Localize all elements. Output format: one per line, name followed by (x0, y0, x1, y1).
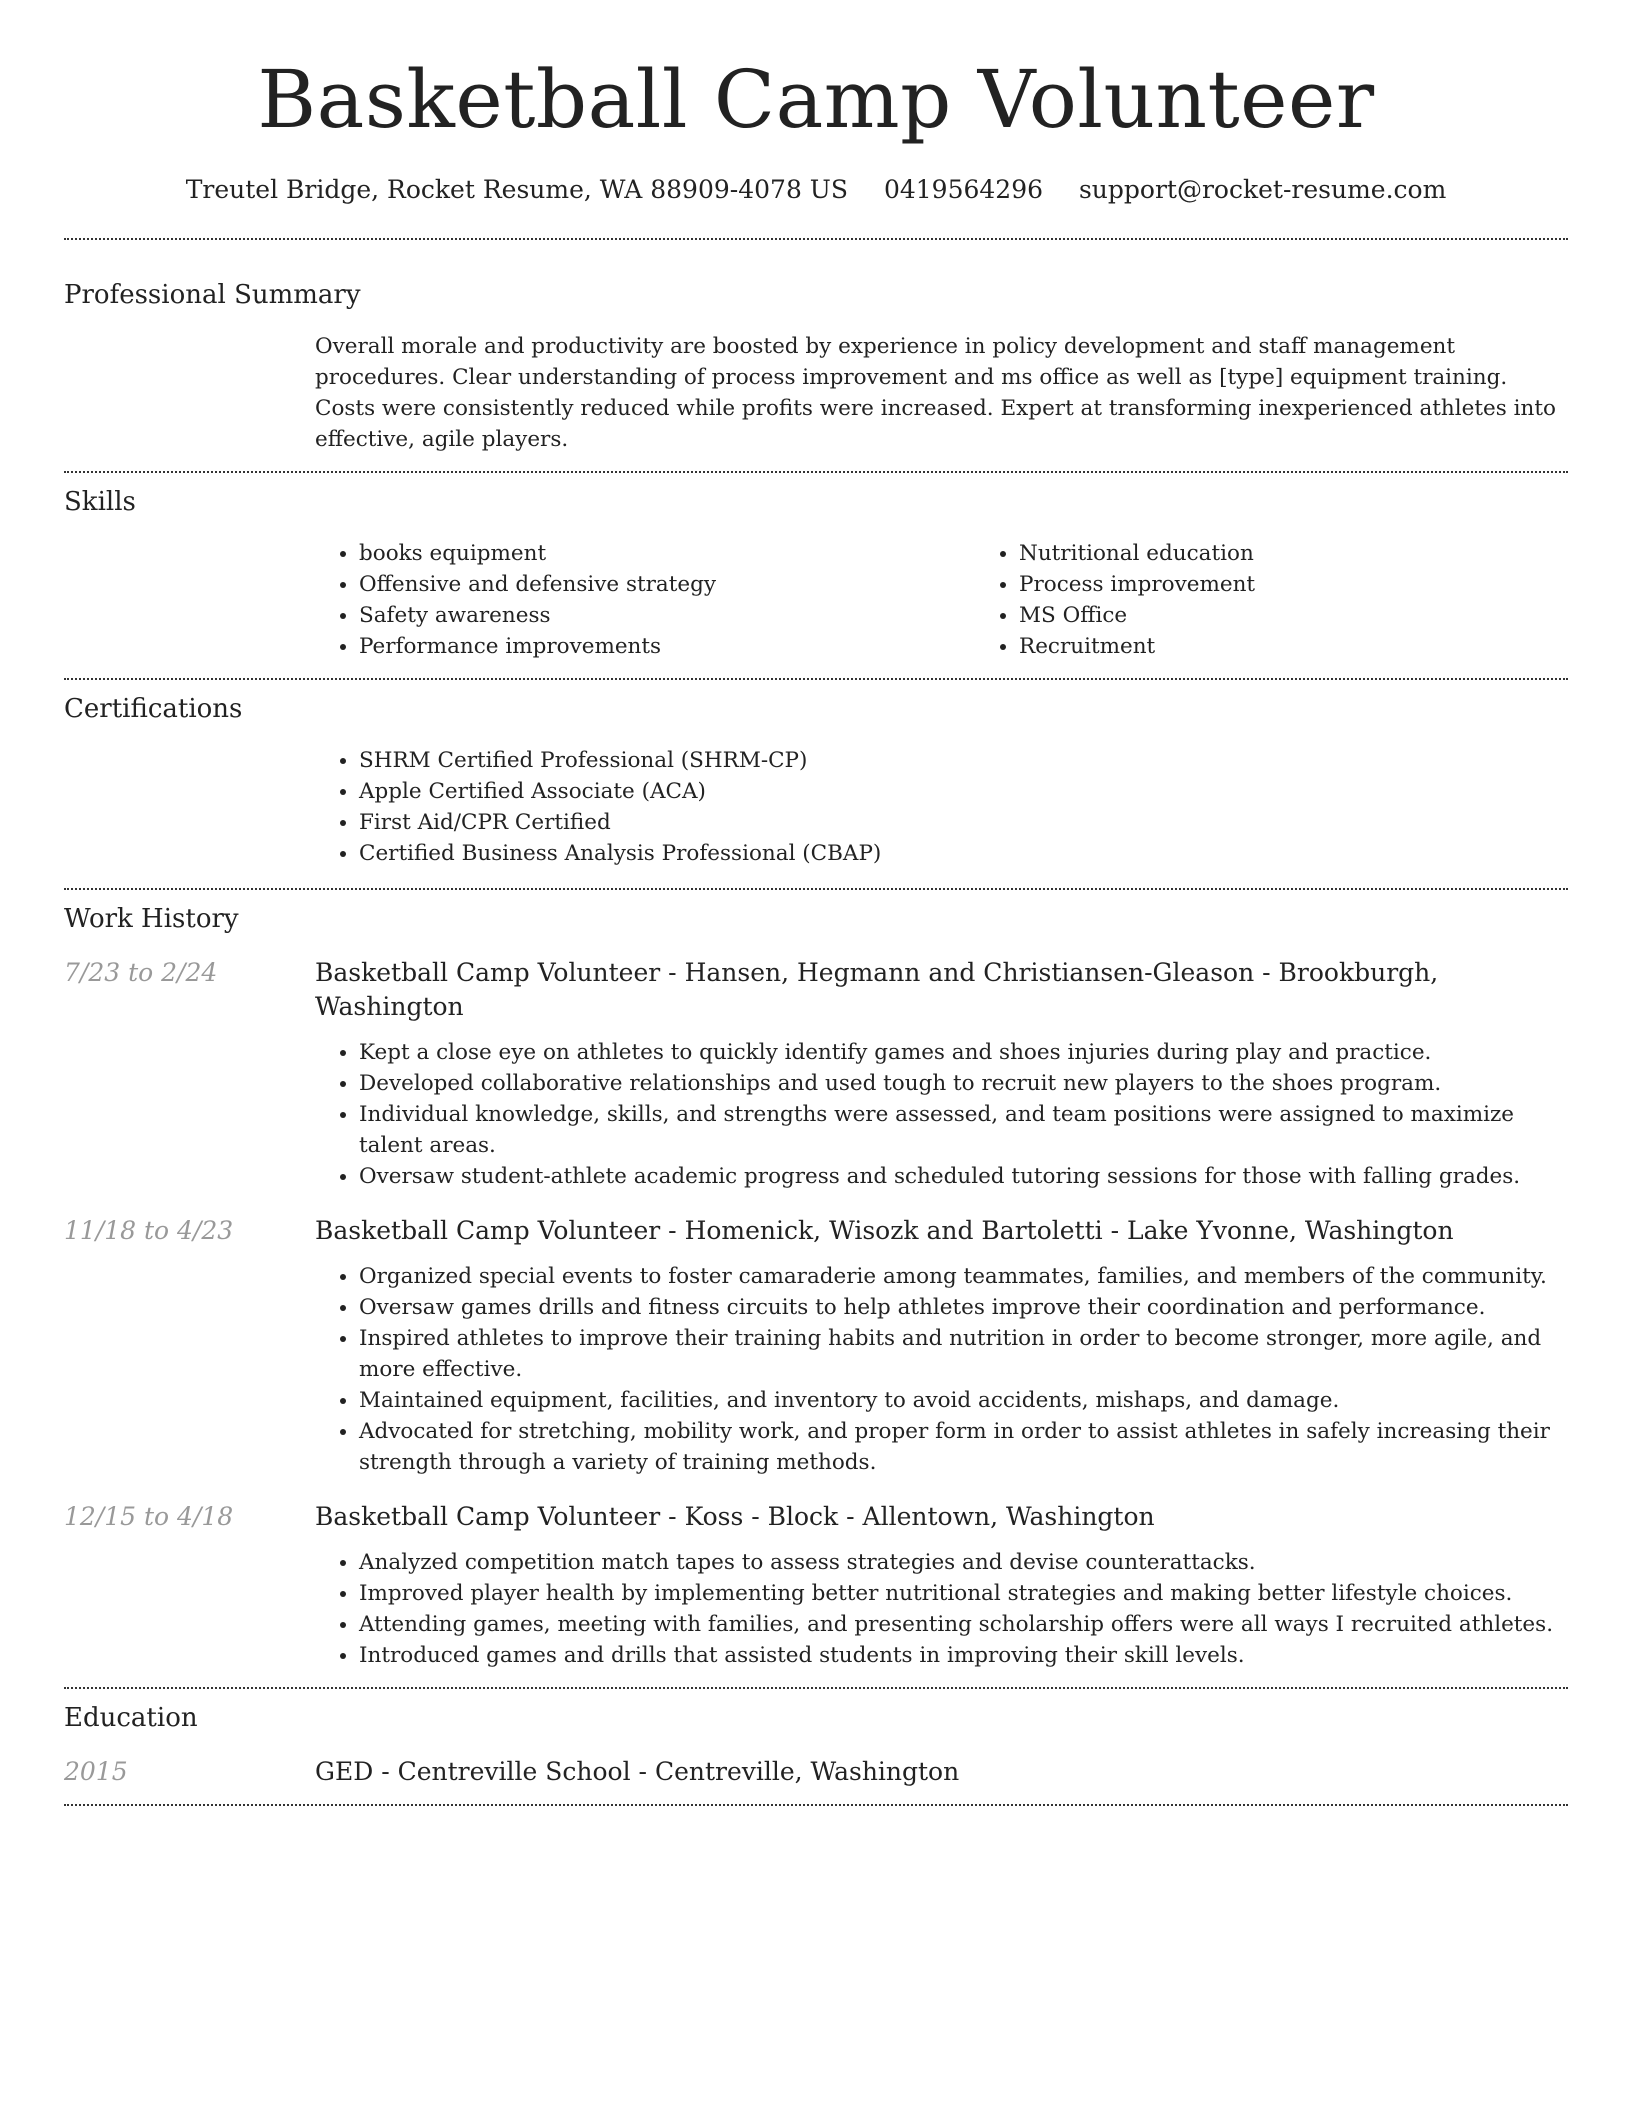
certifications-spacer (64, 745, 315, 869)
skills-row (64, 538, 1568, 662)
summary-divider (64, 471, 1568, 473)
certification-item: • Apple Certified Associate (ACA) (359, 776, 1568, 807)
job-bullet: • Oversaw student-athlete academic progress and scheduled tutoring sessions for those with falling grades. (359, 1161, 1568, 1192)
job-bullet: • Introduced games and drills that assisted students in improving their skill levels. (359, 1640, 1568, 1671)
job-bullet: • Attending games, meeting with families, and presenting scholarship offers were all ways I recruited athletes. (359, 1609, 1568, 1640)
job-title: Basketball Camp Volunteer - Koss - Block - Allentown, Washington (315, 1502, 1155, 1531)
job-details (315, 1214, 1568, 1478)
candidate-name: Basketball Camp Volunteer (257, 53, 1375, 146)
job-bullet: • Kept a close eye on athletes to quickly identify games and shoes injuries during play and practice. (359, 1037, 1568, 1068)
education-title: Education (64, 1703, 198, 1733)
job-bullets (315, 1261, 1568, 1478)
certifications-title: Certifications (64, 694, 243, 724)
job-bullet: • Maintained equipment, facilities, and inventory to avoid accidents, mishaps, and damage. (359, 1385, 1568, 1416)
job-dates: 7/23 to 2/24 (64, 958, 218, 987)
education-year: 2015 (64, 1757, 128, 1786)
work-section (64, 902, 1568, 1671)
summary-title: Professional Summary (64, 280, 361, 310)
education-degree: GED - Centreville School - Centreville, Washington (315, 1757, 960, 1786)
job-details (315, 1500, 1568, 1671)
skills-section (64, 485, 1568, 662)
email: support@rocket-resume.com (1078, 175, 1447, 204)
certification-item: • Certified Business Analysis Professional (CBAP) (359, 838, 1568, 869)
job-bullet: • Developed collaborative relationships and used tough to recruit new players to the shoes program. (359, 1068, 1568, 1099)
skill-item: • Nutritional education (1019, 538, 1632, 569)
job-bullet: • Organized special events to foster camaraderie among teammates, families, and members of the community. (359, 1261, 1568, 1292)
job-bullet: • Individual knowledge, skills, and strengths were assessed, and team positions were assigned to maximize talent areas. (359, 1099, 1568, 1161)
work-title: Work History (64, 904, 239, 934)
job-bullet: • Improved player health by implementing better nutritional strategies and making better lifestyle choices. (359, 1578, 1568, 1609)
skills-list-right (975, 538, 1632, 662)
job-dates: 12/15 to 4/18 (64, 1502, 234, 1531)
job-bullets (315, 1547, 1568, 1671)
job-bullets (315, 1037, 1568, 1192)
certifications-list (315, 745, 1568, 869)
summary-section (64, 278, 1568, 455)
summary-spacer (64, 331, 315, 455)
address: Treutel Bridge, Rocket Resume, WA 88909-4078 US (185, 175, 848, 204)
header-divider (64, 238, 1568, 240)
skill-item: • Performance improvements (359, 631, 975, 662)
job-bullet: • Analyzed competition match tapes to assess strategies and devise counterattacks. (359, 1547, 1568, 1578)
work-divider (64, 1687, 1568, 1689)
skill-item: • Safety awareness (359, 600, 975, 631)
certification-item: • SHRM Certified Professional (SHRM-CP) (359, 745, 1568, 776)
skills-spacer (64, 538, 315, 662)
skills-divider (64, 678, 1568, 680)
skill-item: • Process improvement (1019, 569, 1632, 600)
skill-item: • books equipment (359, 538, 975, 569)
job-details (315, 956, 1568, 1192)
contact-line (64, 172, 1568, 208)
phone: 0419564296 (883, 175, 1044, 204)
job-entry (64, 1500, 1568, 1671)
summary-text: Overall morale and productivity are boosted by experience in policy development and staff management procedures. Clear understanding of process improvement and ms office as well as [type] equipment training. Costs were consistently reduced while profits were increased. Expert at transforming inexperienced athletes into effective, agile players. (315, 334, 1556, 452)
summary-row (64, 331, 1568, 455)
certifications-row (64, 745, 1568, 869)
skills-title: Skills (64, 487, 136, 517)
certification-item: • First Aid/CPR Certified (359, 807, 1568, 838)
skills-grid (315, 538, 1632, 662)
skills-list-left (315, 538, 975, 662)
job-entry (64, 956, 1568, 1192)
education-details (315, 1755, 1568, 1789)
certifications-section (64, 692, 1568, 869)
job-title: Basketball Camp Volunteer - Hansen, Hegmann and Christiansen-Gleason - Brookburgh, Washington (315, 958, 1439, 1021)
job-title: Basketball Camp Volunteer - Homenick, Wisozk and Bartoletti - Lake Yvonne, Washington (315, 1216, 1454, 1245)
certifications-list-wrap (315, 745, 1568, 869)
skill-item: • Recruitment (1019, 631, 1632, 662)
skill-item: • Offensive and defensive strategy (359, 569, 975, 600)
education-entry (64, 1755, 1568, 1789)
job-entry (64, 1214, 1568, 1478)
job-dates: 11/18 to 4/23 (64, 1216, 234, 1245)
job-bullet: • Oversaw games drills and fitness circuits to help athletes improve their coordination and performance. (359, 1292, 1568, 1323)
certifications-divider (64, 888, 1568, 890)
skill-item: • MS Office (1019, 600, 1632, 631)
job-bullet: • Advocated for stretching, mobility work, and proper form in order to assist athletes in safely increasing their strength through a variety of training methods. (359, 1416, 1568, 1478)
job-bullet: • Inspired athletes to improve their training habits and nutrition in order to become stronger, more agile, and more effective. (359, 1323, 1568, 1385)
education-divider (64, 1804, 1568, 1806)
education-section (64, 1701, 1568, 1789)
